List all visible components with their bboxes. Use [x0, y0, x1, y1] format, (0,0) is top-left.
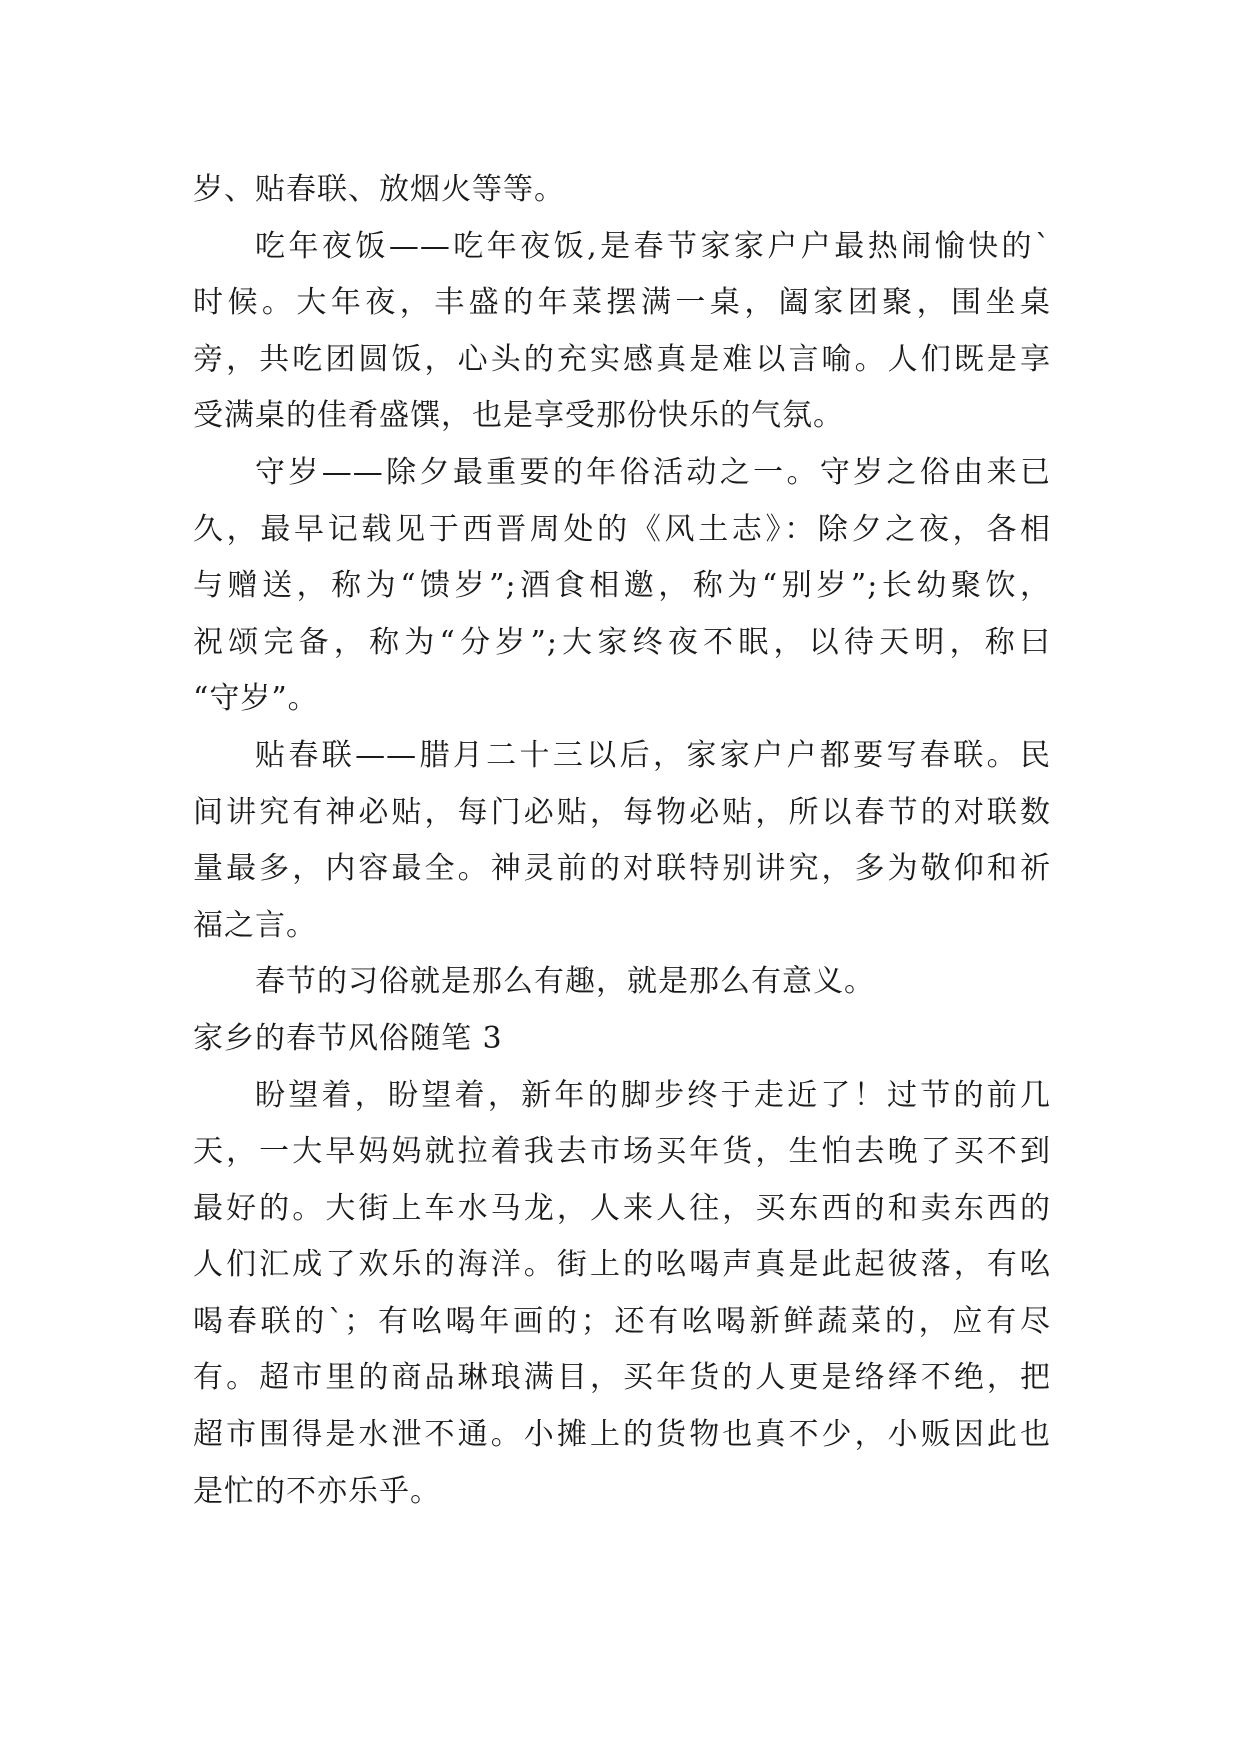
text-line: 贴春联——腊月二十三以后，家家户户都要写春联。民 [255, 737, 1051, 773]
text-line: 人们汇成了欢乐的海洋。街上的吆喝声真是此起彼落，有吆 [193, 1247, 1051, 1283]
section-heading: 家乡的春节风俗随笔 3 [193, 1020, 503, 1056]
document-body [193, 162, 1051, 1520]
text-line: 时候。大年夜，丰盛的年菜摆满一桌，阖家团聚，围坐桌 [193, 285, 1051, 321]
text-line: 旁，共吃团圆饭，心头的充实感真是难以言喻。人们既是享 [193, 341, 1051, 377]
text-line: 有。超市里的商品琳琅满目，买年货的人更是络绎不绝，把 [193, 1360, 1051, 1396]
text-line: 守岁——除夕最重要的年俗活动之一。守岁之俗由来已 [255, 454, 1051, 490]
text-line: 喝春联的`；有吆喝年画的；还有吆喝新鲜蔬菜的，应有尽 [193, 1303, 1051, 1339]
text-line: 久，最早记载见于西晋周处的《风土志》：除夕之夜，各相 [193, 511, 1051, 547]
text-line: 岁、贴春联、放烟火等等。 [193, 172, 565, 207]
text-line: 是忙的不亦乐乎。 [193, 1473, 441, 1509]
text-line: 最好的。大街上车水马龙，人来人往，买东西的和卖东西的 [193, 1190, 1051, 1226]
text-line: 春节的习俗就是那么有趣，就是那么有意义。 [255, 964, 875, 1000]
text-line: “守岁”。 [193, 681, 319, 717]
text-line: 祝颂完备，称为“分岁”;大家终夜不眠，以待天明，称曰 [193, 624, 1051, 660]
text-line: 间讲究有神必贴，每门必贴，每物必贴，所以春节的对联数 [193, 794, 1051, 830]
text-line: 吃年夜饭——吃年夜饭,是春节家家户户最热闹愉快的` [255, 228, 1051, 264]
text-line: 超市围得是水泄不通。小摊上的货物也真不少，小贩因此也 [193, 1417, 1051, 1453]
text-line: 量最多，内容最全。神灵前的对联特别讲究，多为敬仰和祈 [193, 851, 1051, 887]
text-line: 盼望着，盼望着，新年的脚步终于走近了！过节的前几 [255, 1077, 1051, 1113]
text-line: 天，一大早妈妈就拉着我去市场买年货，生怕去晚了买不到 [193, 1134, 1051, 1170]
text-line: 受满桌的佳肴盛馔，也是享受那份快乐的气氛。 [193, 398, 844, 434]
text-line: 与赠送，称为“馈岁”;酒食相邀，称为“别岁”;长幼聚饮， [193, 568, 1051, 604]
text-line: 福之言。 [193, 907, 317, 943]
